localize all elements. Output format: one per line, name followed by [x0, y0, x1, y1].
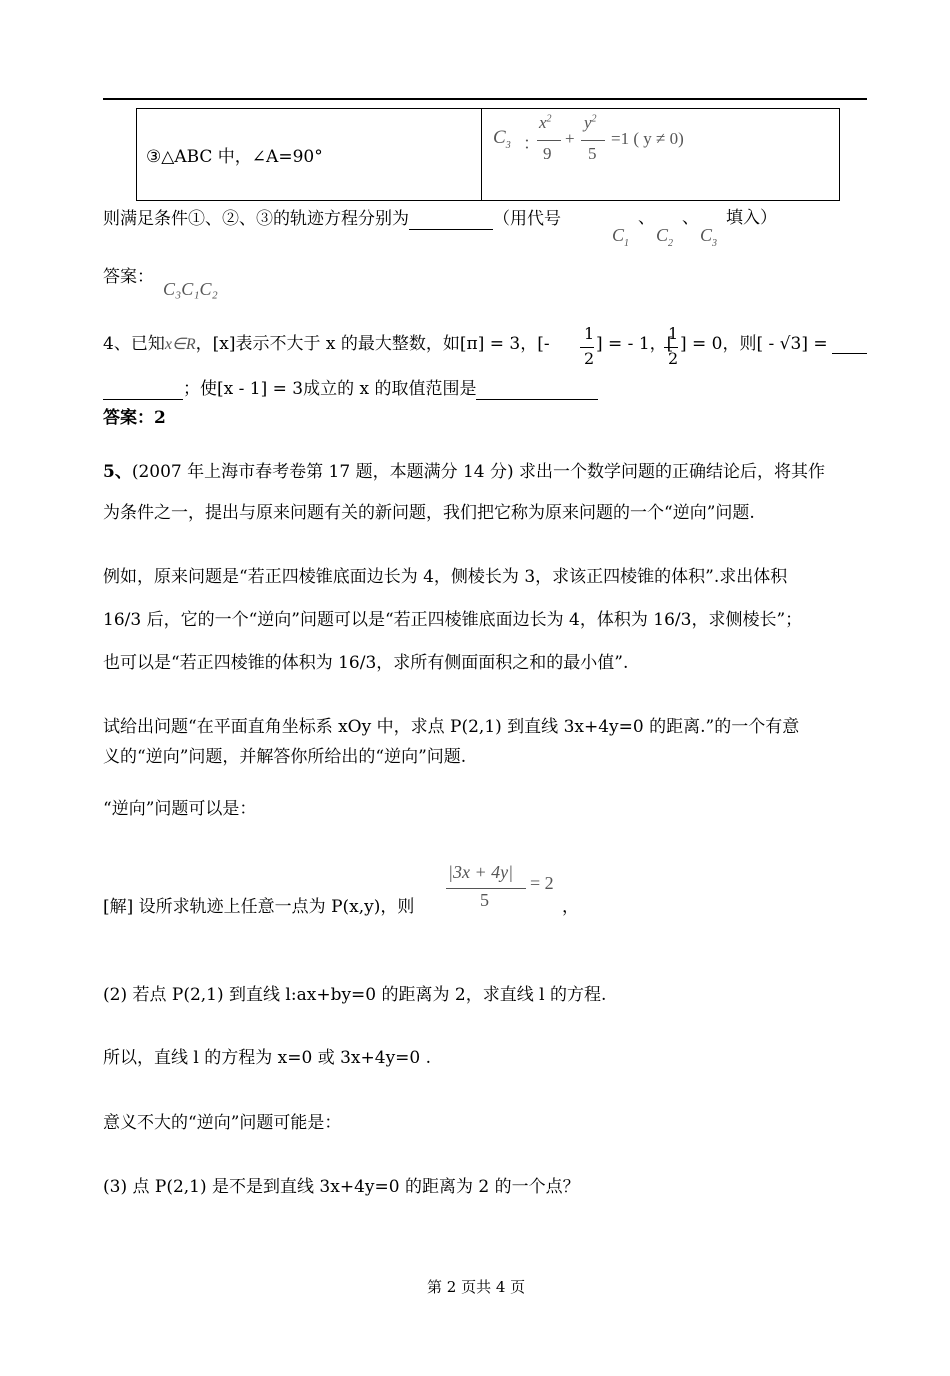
code-c1: $C_1$: [612, 225, 630, 249]
q3-blank[interactable]: [409, 207, 493, 230]
frac1-numerator: $x^2$: [539, 113, 552, 132]
q5-p7: 意义不大的“逆向”问题可能是：: [103, 1113, 342, 1133]
frac1-denominator: 9: [543, 144, 552, 163]
q4-line2: ；使[x - 1] = 3成立的 x 的取值范围是: [103, 377, 598, 400]
q4-line1: 4、已知x∈R，[x]表示不大于 x 的最大整数，如[π] = 3，[-: [103, 334, 550, 354]
q5-p1-line2: 为条件之一，提出与原来问题有关的新问题，我们把它称为原来问题的一个“逆向”问题.: [103, 503, 755, 523]
table-left-cell: ③△ABC 中，∠A=90°: [146, 147, 323, 167]
q3-answer-label: 答案：: [103, 267, 154, 287]
q4-part2: ] = - 1，[: [596, 334, 674, 354]
q4-part3: ] = 0，则[ - √3] =: [680, 334, 828, 354]
q5-p2-line3: 也可以是“若正四棱锥的体积为 16/3，求所有侧面面积之和的最小值”.: [103, 653, 629, 673]
code-c3: $C_3$: [700, 225, 718, 249]
equation-rest: =1 ( y ≠ 0): [611, 129, 684, 148]
frac2-numerator: $y^2$: [584, 113, 597, 132]
q5-p3-line1: 试给出问题“在平面直角坐标系 xOy 中，求点 P(2,1) 到直线 3x+4y=0 的距离.”的一个有意: [103, 717, 800, 737]
conditions-table: [136, 108, 840, 201]
q5-p1-line1: 5、(2007 年上海市春考卷第 17 题，本题满分 14 分) 求出一个数学问题的正确结论后，将其作: [103, 462, 826, 482]
q3-paren-close: 填入）: [726, 208, 777, 228]
q3-answer-value: C₃C₁C₂: [163, 279, 218, 299]
half2-denominator: 2: [668, 349, 679, 368]
solution-comma: ，: [562, 897, 579, 917]
q5-p8: (3) 点 P(2,1) 是不是到直线 3x+4y=0 的距离为 2 的一个点？: [103, 1177, 580, 1197]
q4-blank1-a[interactable]: [832, 333, 867, 354]
q5-p2-line1: 例如，原来问题是“若正四棱锥底面边长为 4，侧棱长为 3，求该正四棱锥的体积”.求出体积: [103, 567, 788, 587]
half1-denominator: 2: [584, 349, 595, 368]
header-rule: [103, 98, 867, 100]
q5-p2-line2: 16/3 后，它的一个“逆向”问题可以是“若正四棱锥底面边长为 4，体积为 16/3，求侧棱长”；: [103, 610, 803, 630]
q3-question: 则满足条件①、②、③的轨迹方程分别为 （用代号: [103, 209, 561, 229]
q4-answer: 答案：2: [103, 408, 166, 428]
table-divider: [481, 109, 482, 200]
separator-1: 、: [638, 208, 655, 228]
frac2-bar: [581, 140, 605, 141]
q5-p5: (2) 若点 P(2,1) 到直线 l:ax+by=0 的距离为 2，求直线 l 的方程.: [103, 985, 607, 1005]
q5-p4: “逆向”问题可以是：: [103, 799, 257, 819]
half2-numerator: 1: [668, 324, 679, 343]
q4-blank1-b[interactable]: [103, 377, 183, 400]
colon: ：: [523, 134, 540, 153]
frac2-denominator: 5: [588, 144, 597, 163]
plus-sign: +: [565, 129, 575, 148]
q5-p6: 所以，直线 l 的方程为 x=0 或 3x+4y=0 .: [103, 1048, 432, 1068]
solution-denominator: 5: [480, 890, 489, 910]
solution-equals: = 2: [530, 873, 554, 893]
curve-c3-label: $C_3$: [493, 127, 511, 151]
separator-2: 、: [682, 208, 699, 228]
page-footer: 第 2 页共 4 页: [427, 1278, 526, 1296]
solution-numerator: |3x + 4y|: [448, 862, 514, 882]
half1-numerator: 1: [584, 324, 595, 343]
q5-p3-line2: 义的“逆向”问题，并解答你所给出的“逆向”问题.: [103, 747, 467, 767]
solution-fraction-bar: [446, 888, 526, 889]
q4-blank2[interactable]: [476, 377, 598, 400]
code-c2: $C_2$: [656, 225, 674, 249]
solution-line: [解] 设所求轨迹上任意一点为 P(x,y)，则: [103, 897, 415, 917]
frac1-bar: [537, 140, 561, 141]
